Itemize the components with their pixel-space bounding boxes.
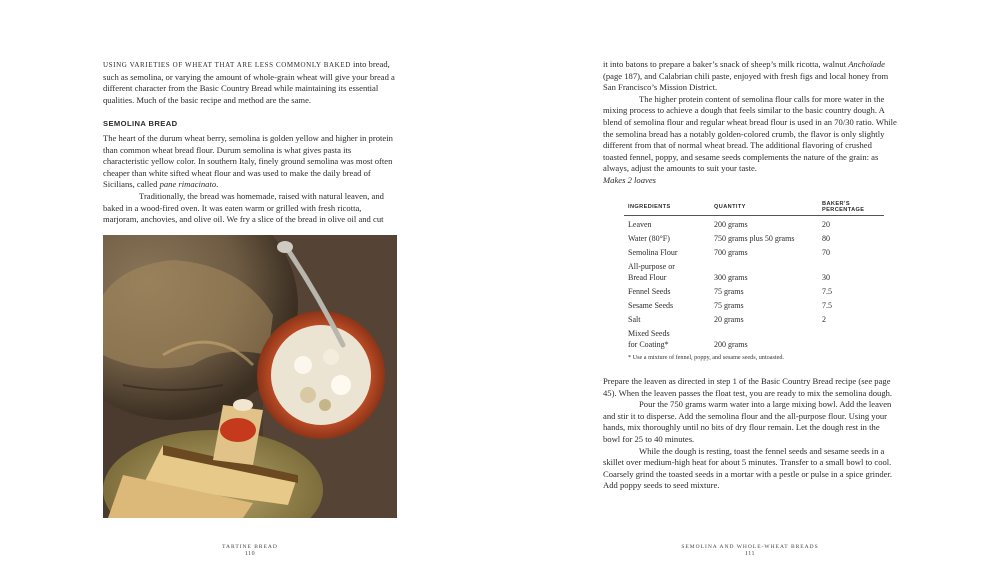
left-folio <box>200 544 300 557</box>
intro-paragraph <box>103 59 397 106</box>
page-number: 110 <box>244 551 256 557</box>
italic-term: pane rimacinato <box>159 179 217 190</box>
method-step-3: While the dough is resting, toast the fennel seeds and sesame seeds in a skillet over medium-high heat for about 5 minutes. Transfer to a small bowl to cool. Coarsely grind the toasted seeds in a mortar with a pestle or pulse in a spice grinder. Add poppy seeds to seed mixture. <box>603 445 893 491</box>
yield: Makes 2 loaves <box>603 174 656 185</box>
intro-rest: into bread, such as semolina, or varying the amount of whole-grain wheat will give your bread a different character from the Basic Country Bread while maintaining its essential qualities. Much of the basic recipe and method are the same. <box>103 59 395 105</box>
header-quantity: QUANTITY <box>710 199 818 216</box>
table-row: Water (80°F) 750 grams plus 50 grams 80 <box>628 234 830 243</box>
continuation-paragraph: it into batons to prepare a baker’s snack of sheep’s milk ricotta, walnut Anchoïade (page 187), and Calabrian chili paste, enjoyed with fresh figs and local honey from San Francisco’s Mission District. <box>603 59 889 93</box>
intro-lead: USING VARIETIES OF WHEAT THAT ARE LESS COMMONLY BAKED <box>103 61 351 69</box>
paragraph-2: Traditionally, the bread was homemade, raised with natural leaven, and baked in a wood-fired oven. It was eaten warm or grilled with fresh ricotta, marjoram, anchovies, and olive oil. We fry a slice of the bread in olive oil and cut <box>103 190 384 225</box>
section-title: SEMOLINA BREAD <box>103 119 178 129</box>
header-ingredients: INGREDIENTS <box>624 199 710 216</box>
bread-photo-illustration <box>103 235 397 518</box>
running-head: TARTINE BREAD <box>222 544 278 550</box>
header-bakers-percentage: BAKER’S PERCENTAGE <box>818 199 884 216</box>
paragraph-protein: The higher protein content of semolina flour calls for more water in the mixing process to achieve a dough that feels similar to the basic country dough. A blend of semolina flour and regular wheat bread flour is used in an 70/30 ratio. While the semolina bread has a notably golden-colored crumb, the flavor is only slightly different from that of normal wheat bread. The additional flavoring of crushed toasted fennel, poppy, and sesame seeds complements the nature of the grain: as always, adjust the amounts to suit your taste. <box>603 93 897 174</box>
table-row: Mixed Seeds <box>628 329 670 338</box>
right-folio <box>680 544 820 557</box>
table-row: Leaven 200 grams 20 <box>628 220 830 229</box>
ingredients-table <box>624 199 884 350</box>
table-row: Salt 20 grams 2 <box>628 315 826 324</box>
table-row: for Coating* 200 grams <box>628 340 748 349</box>
method-step-2: Pour the 750 grams warm water into a large mixing bowl. Add the leaven and stir it to disperse. Add the semolina flour and the all-purpose flour. Using your hands, mix thoroughly until no bits of dry flour remain. Let the dough rest in the bowl for 25 to 40 minutes. <box>603 399 892 444</box>
right-text-method <box>603 376 897 492</box>
page-number: 111 <box>744 551 756 557</box>
running-head: SEMOLINA AND WHOLE-WHEAT BREADS <box>681 544 819 550</box>
table-row: Semolina Flour 700 grams 70 <box>628 248 830 257</box>
paragraph-1: The heart of the durum wheat berry, semolina is golden yellow and higher in protein than common wheat bread flour. Durum semolina is what gives pasta its characteristic yellow color. In southern Italy, finely ground semolina was most often cheaper than white sifted wheat flour and was used to make the daily bread of Sicilians, called pane rimacinato. <box>103 132 393 190</box>
right-text-top <box>603 59 897 187</box>
bread-photo <box>103 235 397 518</box>
italic-anchoiade: Anchoïade <box>848 59 885 69</box>
table-row: All-purpose or <box>628 262 675 271</box>
table-row: Sesame Seeds 75 grams 7.5 <box>628 301 832 310</box>
left-text-block <box>103 59 397 226</box>
table-row: Bread Flour 300 grams 30 <box>628 273 830 282</box>
table-row: Fennel Seeds 75 grams 7.5 <box>628 287 832 296</box>
table-footnote: * Use a mixture of fennel, poppy, and sesame seeds, untoasted. <box>628 354 784 361</box>
table-header-row <box>624 199 884 216</box>
method-step-1: Prepare the leaven as directed in step 1 of the Basic Country Bread recipe (see page 45). When the leaven passes the float test, you are ready to mix the semolina dough. <box>603 376 893 398</box>
